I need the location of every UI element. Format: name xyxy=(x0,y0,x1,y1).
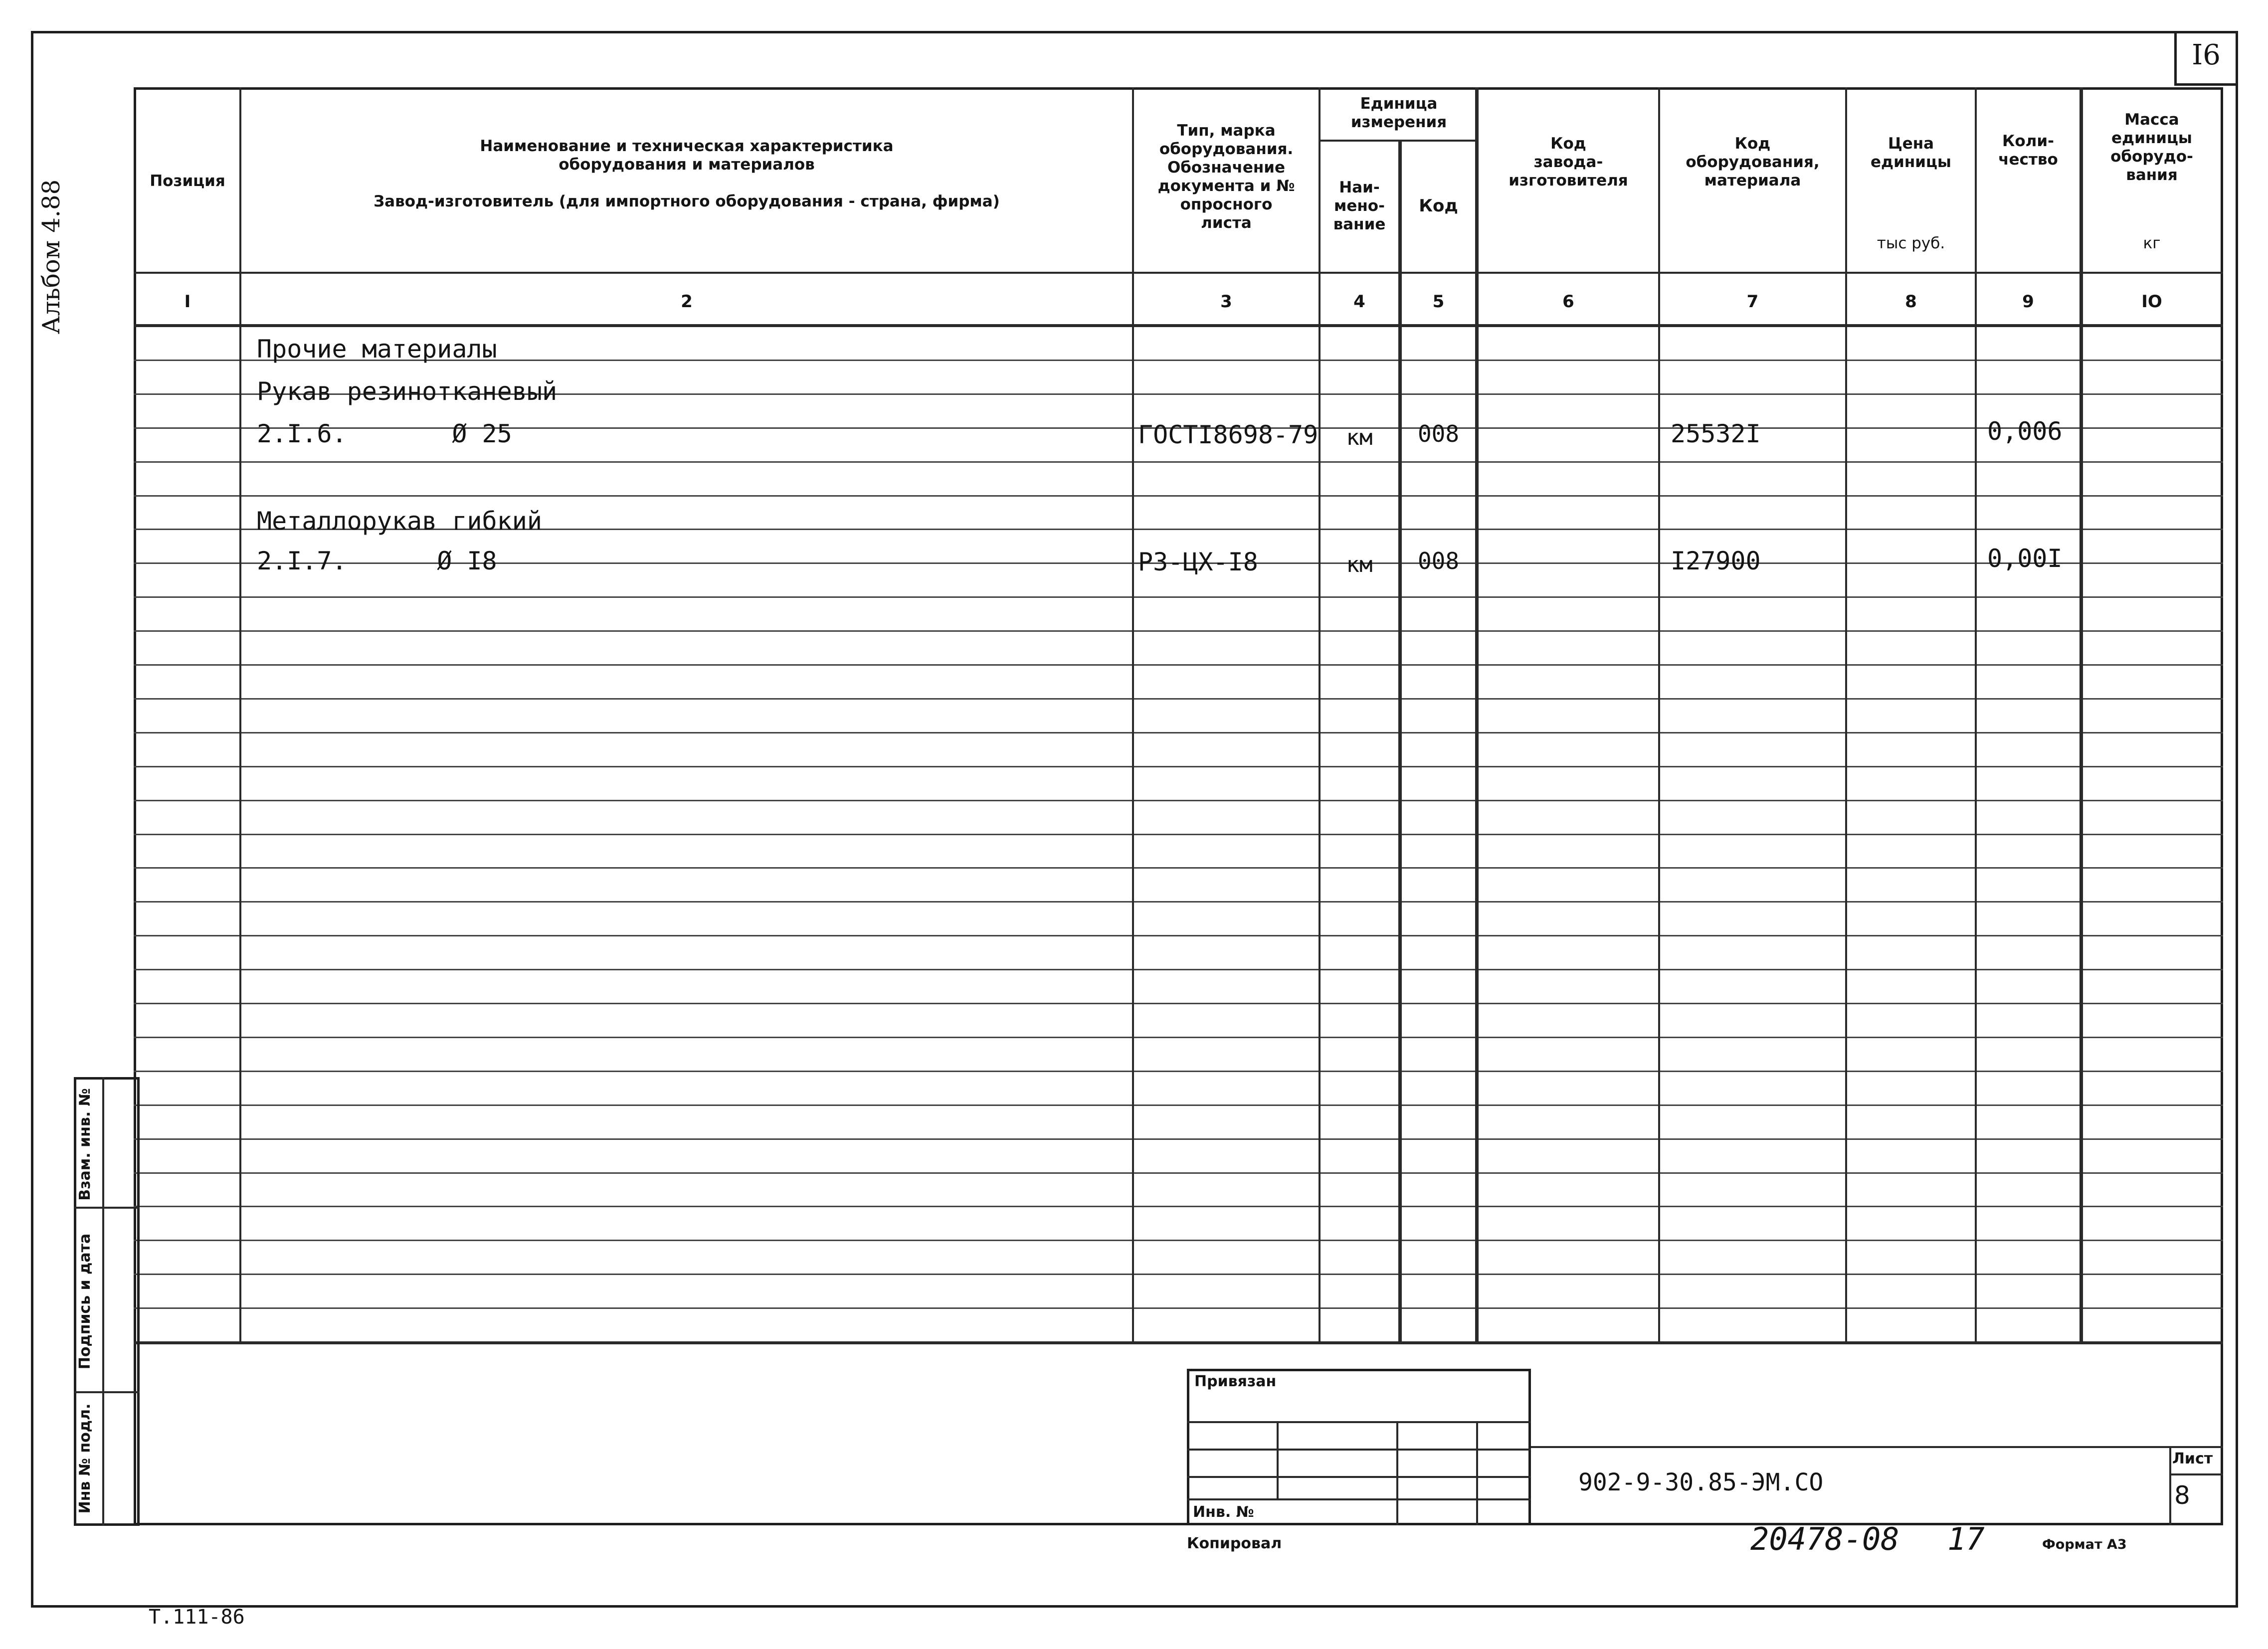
colnum-divider xyxy=(134,324,2223,327)
row-rule xyxy=(134,834,2223,835)
row-rule xyxy=(134,630,2223,632)
row-name: Рукав резинотканевый xyxy=(257,377,558,406)
col-number: 6 xyxy=(1562,292,1574,312)
inv-no-label: Инв. № xyxy=(1193,1503,1254,1521)
row-rule xyxy=(134,1104,2223,1106)
row-equip-code: 25532I xyxy=(1671,419,1761,448)
table-body-bottom xyxy=(134,1341,2223,1344)
row-qty: 0,006 xyxy=(1987,417,2063,446)
format-label: Формат А3 xyxy=(2042,1537,2127,1552)
col-line-4 xyxy=(1398,140,1402,1343)
header-price-unit: тыс руб. xyxy=(1877,234,1945,252)
row-rule xyxy=(134,1172,2223,1174)
col-number: 3 xyxy=(1220,292,1232,312)
header-type: Тип, марка оборудования. Обозначение документа и № опросного листа xyxy=(1157,122,1295,232)
row-unit: км xyxy=(1346,552,1373,577)
title-block-line xyxy=(1187,1498,1531,1500)
archive-number: 20478-08 xyxy=(1750,1521,1899,1557)
unit-group-divider xyxy=(1319,140,1477,142)
header-qty: Коли- чество xyxy=(1998,132,2058,169)
row-type: Р3-ЦХ-I8 xyxy=(1138,548,1258,576)
header-mass: Масса единицы оборудо- вания xyxy=(2110,111,2193,184)
col-line-5 xyxy=(1475,87,1479,1343)
row-rule xyxy=(134,1240,2223,1241)
doc-code-top xyxy=(1531,1446,2223,1448)
kopiroval-label: Копировал xyxy=(1187,1535,1282,1552)
col-line-6 xyxy=(1658,87,1660,1343)
header-mass-unit: кг xyxy=(2143,234,2161,252)
title-block-line xyxy=(1187,1449,1531,1451)
side-stamp-inv-podl: Инв № подл. xyxy=(76,1403,94,1514)
col-line-2 xyxy=(1132,87,1134,1343)
col-number: 9 xyxy=(2022,292,2034,312)
row-rule xyxy=(134,495,2223,497)
row-rule xyxy=(134,698,2223,700)
row-rule xyxy=(134,732,2223,733)
sheet-box-line xyxy=(2169,1473,2223,1475)
row-rule xyxy=(134,1003,2223,1004)
header-price: Цена единицы xyxy=(1871,135,1951,171)
col-number: 7 xyxy=(1746,292,1759,312)
album-label: Альбом 4.88 xyxy=(37,179,65,335)
col-line-3 xyxy=(1319,87,1321,1343)
header-unit-code: Код xyxy=(1419,196,1458,216)
col-number: I xyxy=(184,292,191,312)
header-equip-code: Код оборудования, материала xyxy=(1686,135,1820,189)
title-block-col xyxy=(1476,1421,1478,1525)
row-rule xyxy=(134,867,2223,869)
col-line-1 xyxy=(239,87,241,1343)
row-rule xyxy=(134,596,2223,598)
row-rule xyxy=(134,800,2223,801)
form-code: Т.111-86 xyxy=(149,1606,245,1629)
title-block-col xyxy=(1396,1421,1398,1525)
row-name: 2.I.6. Ø 25 xyxy=(257,419,512,448)
col-number: IO xyxy=(2141,292,2162,312)
col-number: 4 xyxy=(1353,292,1365,312)
title-block-col xyxy=(1277,1421,1279,1498)
row-qty: 0,00I xyxy=(1987,544,2063,573)
row-type: ГОСТI8698-79 xyxy=(1138,420,1319,449)
header-unit-name: Наи- мено- вание xyxy=(1333,179,1386,233)
title-block-frame xyxy=(1187,1369,1531,1525)
side-stamp-inner xyxy=(102,1077,104,1526)
col-number: 5 xyxy=(1432,292,1445,312)
sheet-label: Лист xyxy=(2172,1450,2213,1467)
row-rule xyxy=(134,1307,2223,1309)
row-rule xyxy=(134,1274,2223,1275)
sheet-box-line xyxy=(2169,1446,2171,1525)
row-equip-code: I27900 xyxy=(1671,547,1761,575)
archive-sheet: 17 xyxy=(1947,1521,1985,1557)
side-stamp-sign: Подпись и дата xyxy=(76,1233,94,1370)
row-rule xyxy=(134,766,2223,767)
header-divider xyxy=(134,272,2223,274)
row-rule xyxy=(134,901,2223,903)
row-rule xyxy=(134,935,2223,936)
header-unit-group: Единица измерения xyxy=(1350,95,1447,131)
row-unit-code: 008 xyxy=(1417,548,1460,574)
col-line-8 xyxy=(1975,87,1977,1343)
doc-code: 902-9-30.85-ЭМ.СО xyxy=(1578,1468,1824,1496)
row-rule xyxy=(134,969,2223,970)
page-number: I6 xyxy=(2192,39,2221,71)
row-unit: км xyxy=(1346,425,1373,450)
privyazan-label: Привязан xyxy=(1194,1373,1277,1390)
row-name: Прочие материалы xyxy=(257,335,497,364)
col-number: 2 xyxy=(681,292,693,312)
title-block-line xyxy=(1187,1476,1531,1478)
header-name: Наименование и техническая характеристика оборудования и материалов Завод-изготовитель (для импортного оборудования - страна, фирма) xyxy=(374,137,1000,210)
row-rule xyxy=(134,1138,2223,1140)
header-position: Позиция xyxy=(150,172,225,190)
side-stamp-divider xyxy=(74,1207,140,1209)
row-name: Металлорукав гибкий xyxy=(257,507,542,536)
col-line-9 xyxy=(2079,87,2083,1343)
col-line-7 xyxy=(1845,87,1847,1343)
side-stamp-vzam: Взам. инв. № xyxy=(76,1088,94,1201)
row-name: 2.I.7. Ø I8 xyxy=(257,547,497,575)
row-rule xyxy=(134,1206,2223,1207)
row-rule xyxy=(134,461,2223,463)
row-unit-code: 008 xyxy=(1417,420,1460,447)
row-rule xyxy=(134,664,2223,666)
row-rule xyxy=(134,1071,2223,1072)
header-maker-code: Код завода- изготовителя xyxy=(1509,135,1628,189)
title-block-line xyxy=(1187,1421,1531,1423)
col-number: 8 xyxy=(1905,292,1917,312)
row-rule xyxy=(134,1037,2223,1038)
sheet-number: 8 xyxy=(2174,1481,2190,1510)
